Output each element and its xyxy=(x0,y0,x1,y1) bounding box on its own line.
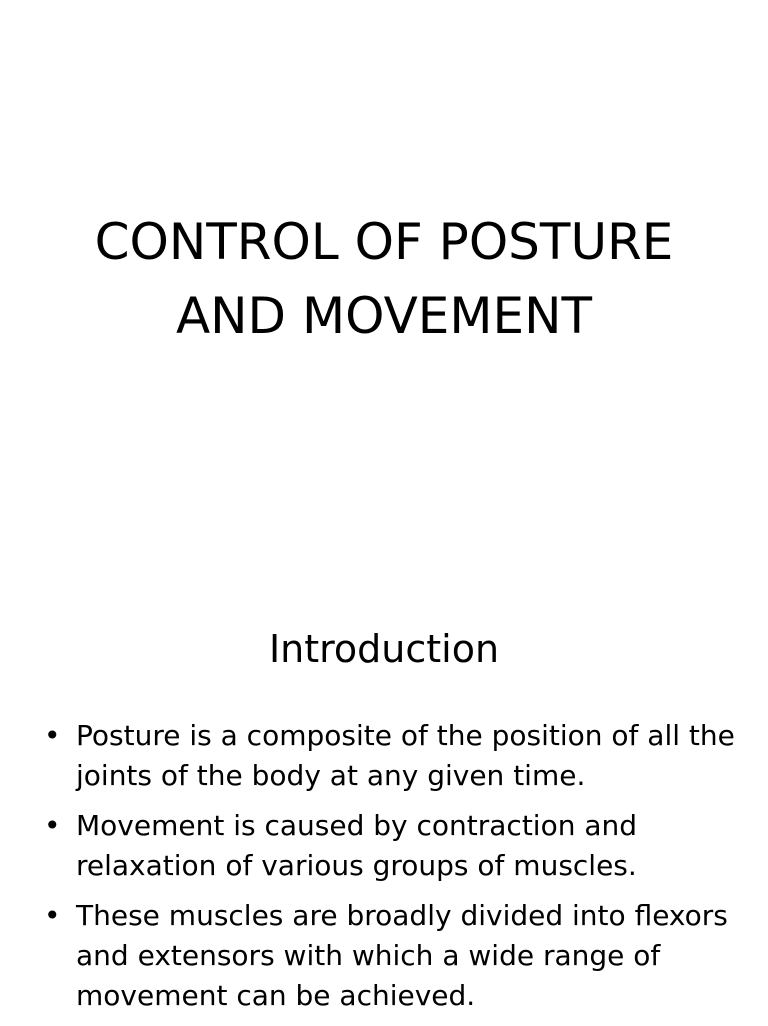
introduction-slide xyxy=(0,576,768,1024)
slide-title-line-2: AND MOVEMENT xyxy=(175,287,593,345)
bullet-item xyxy=(40,896,740,1016)
bullet-icon: • xyxy=(44,719,61,752)
slide-title xyxy=(40,205,728,353)
slide-title-line-1: CONTROL OF POSTURE xyxy=(94,213,674,271)
bullet-icon: • xyxy=(44,809,61,842)
bullet-list xyxy=(40,716,740,1026)
bullet-text: Posture is a composite of the position of all the joints of the body at any given time. xyxy=(76,719,735,792)
bullet-icon: • xyxy=(44,899,61,932)
bullet-text: Movement is caused by contraction and relaxation of various groups of muscles. xyxy=(76,809,638,882)
bullet-item xyxy=(40,806,740,886)
introduction-heading: Introduction xyxy=(268,627,500,671)
bullet-text: These muscles are broadly divided into flexors and extensors with which a wide range of movement can be achieved. xyxy=(76,899,728,1012)
bullet-item xyxy=(40,716,740,796)
